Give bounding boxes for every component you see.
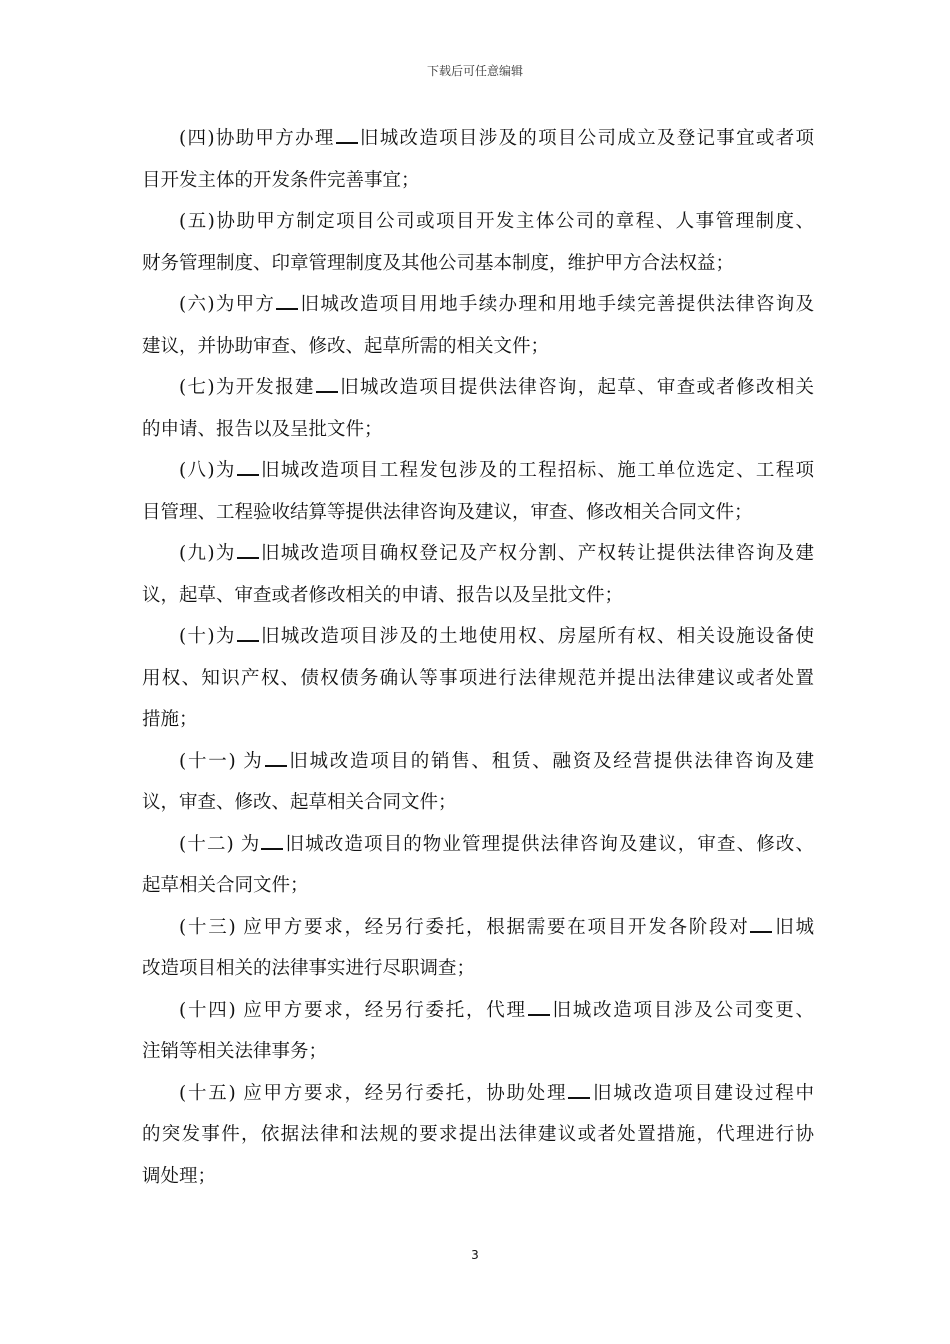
- text-segment: 旧城改造项目的物业管理提供法律咨询及建议，审查、修改、: [284, 833, 814, 855]
- blank-underline: [568, 1096, 590, 1099]
- paragraph-line: [142, 741, 814, 783]
- paragraph-5: [142, 201, 814, 284]
- text-segment: (十四) 应甲方要求，经另行委托，代理: [179, 999, 527, 1021]
- paragraph-line: 改造项目相关的法律事实进行尽职调查；: [142, 958, 476, 979]
- page-header: 下载后可任意编辑: [426, 64, 523, 78]
- blank-underline: [265, 764, 287, 767]
- text-segment: (十三) 应甲方要求，经另行委托，根据需要在项目开发各阶段对: [179, 916, 750, 938]
- paragraph-line: [142, 450, 814, 492]
- paragraph-line: [142, 367, 814, 409]
- paragraph-line: 起草相关合同文件；: [142, 875, 309, 896]
- paragraph-line: 财务管理制度、印章管理制度及其他公司基本制度，维护甲方合法权益；: [142, 252, 735, 274]
- text-segment: 旧城改造项目工程发包涉及的工程招标、施工单位选定、工程项: [259, 460, 814, 481]
- text-segment: 旧城改造项目用地手续办理和用地手续完善提供法律咨询及: [299, 294, 814, 315]
- blank-underline: [336, 141, 358, 144]
- paragraph-11: [142, 741, 814, 824]
- document-body: [142, 118, 814, 1197]
- paragraph-7: [142, 367, 814, 450]
- paragraph-line: (五)协助甲方制定项目公司或项目开发主体公司的章程、人事管理制度、: [179, 211, 814, 232]
- blank-underline: [237, 473, 259, 476]
- paragraph-15: [142, 1073, 814, 1198]
- blank-underline: [237, 556, 259, 559]
- paragraph-line: 议，起草、审查或者修改相关的申请、报告以及呈批文件；: [142, 584, 624, 606]
- paragraph-line: 的突发事件，依据法律和法规的要求提出法律建议或者处置措施，代理进行协: [142, 1124, 814, 1145]
- paragraph-6: [142, 284, 814, 367]
- paragraph-line: [142, 284, 814, 326]
- text-segment: (八)为: [179, 460, 236, 481]
- text-segment: (十)为: [179, 626, 236, 647]
- paragraph-8: [142, 450, 814, 533]
- paragraph-line: [142, 1073, 814, 1115]
- paragraph-line: 目开发主体的开发条件完善事宜；: [142, 169, 420, 191]
- paragraph-line: [142, 990, 814, 1032]
- paragraph-9: [142, 533, 814, 616]
- blank-underline: [750, 930, 772, 933]
- paragraph-line: 建议，并协助审查、修改、起草所需的相关文件；: [142, 335, 550, 357]
- paragraph-line: 注销等相关法律事务；: [142, 1041, 328, 1062]
- text-segment: 旧城: [773, 916, 814, 938]
- blank-underline: [528, 1013, 550, 1016]
- paragraph-line: 议，审查、修改、起草相关合同文件；: [142, 792, 457, 813]
- text-segment: 旧城改造项目确权登记及产权分割、产权转让提供法律咨询及建: [259, 543, 814, 564]
- paragraph-line: 的申请、报告以及呈批文件；: [142, 418, 383, 440]
- paragraph-line: 用权、知识产权、债权债务确认等事项进行法律规范并提出法律建议或者处置: [142, 667, 814, 689]
- text-segment: 旧城改造项目的销售、租赁、融资及经营提供法律咨询及建: [287, 750, 814, 772]
- page-number: 3: [471, 1248, 479, 1262]
- text-segment: (十五) 应甲方要求，经另行委托，协助处理: [179, 1082, 568, 1104]
- text-segment: (九)为: [179, 543, 236, 564]
- text-segment: 旧城改造项目涉及的项目公司成立及登记事宜或者项: [358, 128, 814, 149]
- text-segment: (七)为开发报建: [179, 377, 315, 398]
- text-segment: 旧城改造项目涉及公司变更、: [550, 999, 814, 1021]
- text-segment: (十一) 为: [179, 750, 264, 772]
- text-segment: 旧城改造项目涉及的土地使用权、房屋所有权、相关设施设备使: [259, 626, 814, 647]
- paragraph-line: [142, 533, 814, 575]
- paragraph-line: [142, 118, 814, 160]
- text-segment: 旧城改造项目建设过程中: [591, 1082, 814, 1104]
- paragraph-line: [142, 824, 814, 866]
- blank-underline: [237, 639, 259, 642]
- text-segment: (四)协助甲方办理: [179, 128, 335, 149]
- text-segment: (十二) 为: [179, 833, 261, 855]
- blank-underline: [316, 390, 338, 393]
- paragraph-12: [142, 824, 814, 907]
- paragraph-line: [142, 616, 814, 658]
- paragraph-line: 调处理；: [142, 1165, 217, 1187]
- paragraph-line: 目管理、工程验收结算等提供法律咨询及建议，审查、修改相关合同文件；: [142, 501, 753, 523]
- text-segment: (六)为甲方: [179, 294, 276, 315]
- paragraph-13: [142, 907, 814, 990]
- paragraph-line: [142, 907, 814, 949]
- blank-underline: [276, 307, 298, 310]
- paragraph-line: 措施；: [142, 709, 198, 730]
- paragraph-14: [142, 990, 814, 1073]
- paragraph-4: [142, 118, 814, 201]
- paragraph-10: [142, 616, 814, 741]
- blank-underline: [261, 847, 283, 850]
- text-segment: 旧城改造项目提供法律咨询，起草、审查或者修改相关: [338, 377, 814, 398]
